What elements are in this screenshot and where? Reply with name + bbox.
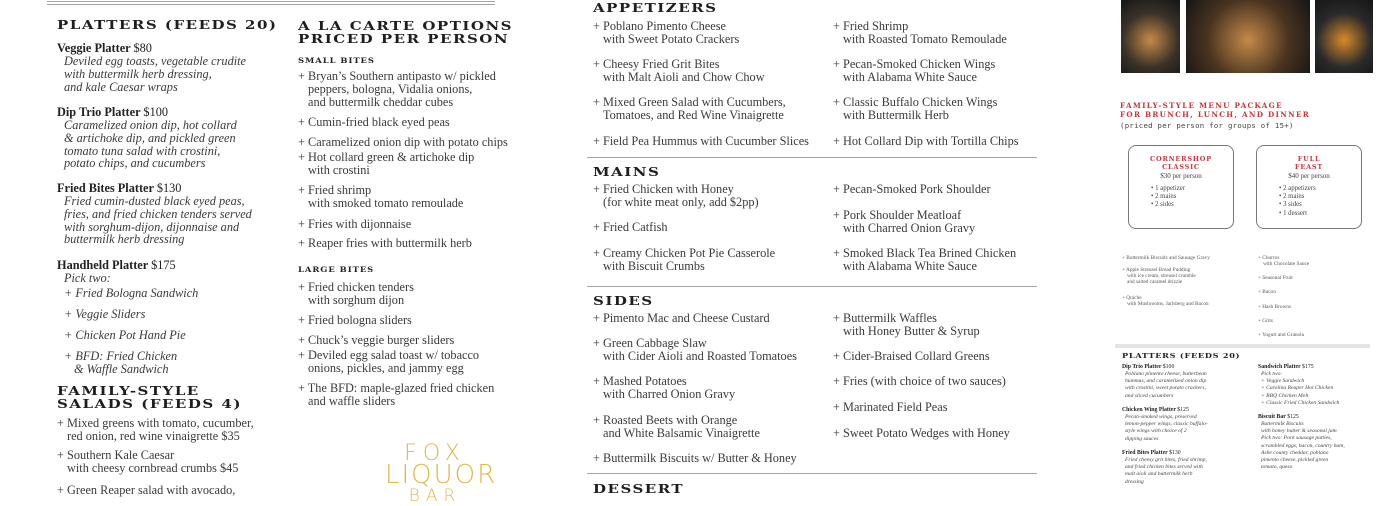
small-bite-item: + Hot collard green & artichoke dip with crostini [298,150,475,177]
side-item: + Fries (with choice of two sauces) [833,374,1006,388]
cocktails-photo [1315,0,1373,73]
platter-title: Veggie Platter [57,41,131,55]
package-note: (priced per person for groups of 15+) [1120,121,1294,130]
logo-line: LIQUOR [385,460,498,490]
appetizer-item: + Poblano Pimento Cheese with Sweet Potato Crackers [593,19,740,46]
platters-heading-small: PLATTERS (FEEDS 20) [1122,352,1241,360]
platter-description: Caramelized onion dip, hot collard & artichoke dip, and pickled green tomato tuna salad with crostini, potato chips, and cucumbers [64,118,237,171]
section-heading-dessert: DESSERT [593,482,685,496]
chicken-and-waffles-photo [1186,0,1310,73]
salad-item: + Southern Kale Caesar with cheesy cornbread crumbs $45 [57,448,239,475]
salad-item: + Green Reaper salad with avocado, [57,483,236,497]
appetizer-item: + Pecan-Smoked Chicken Wings with Alabama White Sauce [833,57,996,84]
platter-price: $100 [1162,364,1175,370]
platter-price: $175 [151,258,176,272]
platter-title: Sandwich Platter [1258,364,1301,370]
main-item: + Pork Shoulder Meatloaf with Charred Onion Gravy [833,208,976,235]
platter-name [1122,364,1174,371]
platter-name [1122,407,1189,414]
logo-line: FOX [404,441,466,466]
fox-liquor-bar-logo [385,441,498,506]
large-bite-item: + Fried bologna sliders [298,313,412,327]
banana-pudding-photo [1121,0,1180,73]
small-bite-item: + Reaper fries with buttermilk herb [298,236,472,250]
section-heading-mains: MAINS [593,165,661,179]
section-heading-sides: SIDES [593,294,654,308]
platter-description: Pick two: + Veggie Sandwich + Carolina Reaper Hot Chicken + BBQ Chicken Melt + Classic Fried Chicken Sandwich [1261,371,1340,406]
platter-price: $175 [1302,364,1314,370]
platter-price: $125 [1287,414,1299,420]
platter-title: Biscuit Bar [1258,414,1286,420]
package-card [1256,145,1362,229]
platter-name [1122,450,1181,457]
package-includes: • 2 appetizers • 2 mains • 3 sides • 1 dessert [1279,185,1316,217]
section-heading-platters: PLATTERS (FEEDS 20) [57,18,278,32]
platter-title: Dip Trio Platter [57,105,141,119]
appetizer-item: + Cheesy Fried Grit Bites with Malt Aioli and Chow Chow [593,57,765,84]
appetizer-item: + Hot Collard Dip with Tortilla Chips [833,134,1019,148]
brunch-extra-item: + Buttermilk Biscuits and Sausage Gravy [1122,255,1210,261]
platter-name [1258,414,1299,421]
small-bite-item: + Cumin-fried black eyed peas [298,115,450,129]
platter-name [1258,364,1314,371]
platter-title: Fried Bites Platter [1122,450,1168,456]
top-rule [47,4,495,5]
package-price: $30 per person [1160,172,1202,180]
platter-description: Fried cheesy grit bites, fried shrimp, and fried chicken bites served with malt aioli and buttermilk herb dressing [1125,457,1207,485]
small-bite-item: + Caramelized onion dip with potato chips [298,135,508,149]
side-item: + Buttermilk Waffles with Honey Butter & Syrup [833,311,980,338]
platter-price: $100 [143,105,169,119]
package-title: CORNERSHOP CLASSIC [1150,155,1212,171]
package-card [1128,145,1234,229]
large-bite-item: + Fried chicken tenders with sorghum dijon [298,280,414,307]
side-item: + Marinated Field Peas [833,400,948,414]
section-heading-a-la-carte: A LA CARTE OPTIONS PRICED PER PERSON [298,19,513,46]
brunch-extra-item: + Grits [1258,318,1273,324]
platter-option: + Fried Bologna Sandwich [64,286,199,300]
package-includes: • 1 appetizer • 2 mains • 2 sides [1151,185,1186,209]
platter-title: Handheld Platter [57,258,148,272]
appetizer-item: + Classic Buffalo Chicken Wings with Buttermilk Herb [833,95,998,122]
platter-description: Fried cumin-dusted black eyed peas, fries, and fried chicken tenders served with sorghum-dijon, dijonnaise and buttermilk herb dressing [64,194,252,247]
large-bite-item: + Deviled egg salad toast w/ tobacco onions, pickles, and jammy egg [298,348,480,375]
salad-item: + Mixed greens with tomato, cucumber, red onion, red wine vinaigrette $35 [57,416,254,443]
brunch-extra-item: + Hash Browns [1258,304,1292,310]
brunch-extra-item: + Yogurt and Granola [1258,332,1304,338]
platter-title: Fried Bites Platter [57,181,154,195]
appetizer-item: + Mixed Green Salad with Cucumbers, Tomatoes, and Red Wine Vinaigrette [593,95,786,122]
section-heading-salads: FAMILY-STYLE SALADS (FEEDS 4) [57,384,242,411]
main-item: + Fried Chicken with Honey (for white meat only, add $2pp) [593,182,759,209]
side-item: + Buttermilk Biscuits w/ Butter & Honey [593,451,797,465]
platter-description: Pecan-smoked wings, preserved lemon-pepper wings, classic buffalo- style wings with choice of 2 dipping sauces [1125,414,1208,442]
platter-price: $130 [156,181,182,195]
appetizer-item: + Fried Shrimp with Roasted Tomato Remoulade [833,19,1007,46]
platter-price: $130 [1169,450,1181,456]
platter-description: Deviled egg toasts, vegetable crudite with buttermilk herb dressing, and kale Caesar wraps [64,54,247,94]
subheading-large-bites: LARGE BITES [298,265,375,274]
large-bite-item: + Chuck’s veggie burger sliders [298,333,455,347]
brunch-extra-item: + Churros with Chocolate Sauce [1258,255,1310,268]
section-divider [587,473,1037,474]
package-price: $40 per person [1288,172,1330,180]
appetizer-item: + Field Pea Hummus with Cucumber Slices [593,134,809,148]
side-item: + Green Cabbage Slaw with Cider Aioli and Roasted Tomatoes [593,336,797,363]
brunch-extra-item: + Bacon [1258,289,1276,295]
brunch-extra-item: + Apple Streusel Bread Pudding with ice cream, streusel crumble and salted caramel drizzle [1122,267,1196,286]
package-title: FULL FEAST [1294,155,1324,171]
brunch-extra-item: + Seasonal Fruit [1258,275,1293,281]
platter-description: Pick two: [64,271,111,285]
side-item: + Sweet Potato Wedges with Honey [833,426,1010,440]
grey-band [1115,344,1370,348]
section-divider [587,286,1037,287]
main-item: + Creamy Chicken Pot Pie Casserole with Biscuit Crumbs [593,246,776,273]
side-item: + Cider-Braised Collard Greens [833,349,990,363]
large-bite-item: + The BFD: maple-glazed fried chicken and waffle sliders [298,381,495,408]
platter-option: + BFD: Fried Chicken & Waffle Sandwich [64,349,178,376]
side-item: + Roasted Beets with Orange and White Balsamic Vinaigrette [593,413,760,440]
small-bite-item: + Bryan’s Southern antipasto w/ pickled peppers, bologna, Vidalia onions, and buttermilk cheddar cubes [298,69,496,109]
platter-description: Buttermilk Biscuits with honey butter & seasonal jam Pick two: Pork sausage patties, scrambled eggs, bacon, country ham, Ashe county cheddar, poblano pimento cheese, pickled green tomato, queso [1261,421,1345,471]
section-divider [587,157,1037,158]
top-rule [47,1,495,2]
side-item: + Mashed Potatoes with Charred Onion Gravy [593,374,736,401]
platter-title: Dip Trio Platter [1122,364,1162,370]
platter-title: Chicken Wing Platter [1122,407,1176,413]
platter-description: Poblano pimento cheese, butterbean hummus, and caramelized onion dip with crostini, sweet potato crackers, and sliced cucumbers [1125,371,1207,399]
platter-option: + Veggie Sliders [64,307,146,321]
platter-option: + Chicken Pot Hand Pie [64,328,186,342]
main-item: + Fried Catfish [593,220,668,234]
brunch-extra-item: + Quiche with Mushrooms, Jarlsberg and Bacon [1122,295,1209,308]
small-bite-item: + Fried shrimp with smoked tomato remoulade [298,183,464,210]
platter-price: $80 [133,41,152,55]
subheading-small-bites: SMALL BITES [298,56,375,65]
section-heading-appetizers: APPETIZERS [593,1,718,15]
small-bite-item: + Fries with dijonnaise [298,217,412,231]
package-heading: FAMILY-STYLE MENU PACKAGE FOR BRUNCH, LUNCH, AND DINNER [1120,101,1311,119]
platter-price: $125 [1177,407,1189,413]
side-item: + Pimento Mac and Cheese Custard [593,311,770,325]
main-item: + Pecan-Smoked Pork Shoulder [833,182,991,196]
main-item: + Smoked Black Tea Brined Chicken with Alabama White Sauce [833,246,1017,273]
logo-line: BAR [408,486,462,506]
